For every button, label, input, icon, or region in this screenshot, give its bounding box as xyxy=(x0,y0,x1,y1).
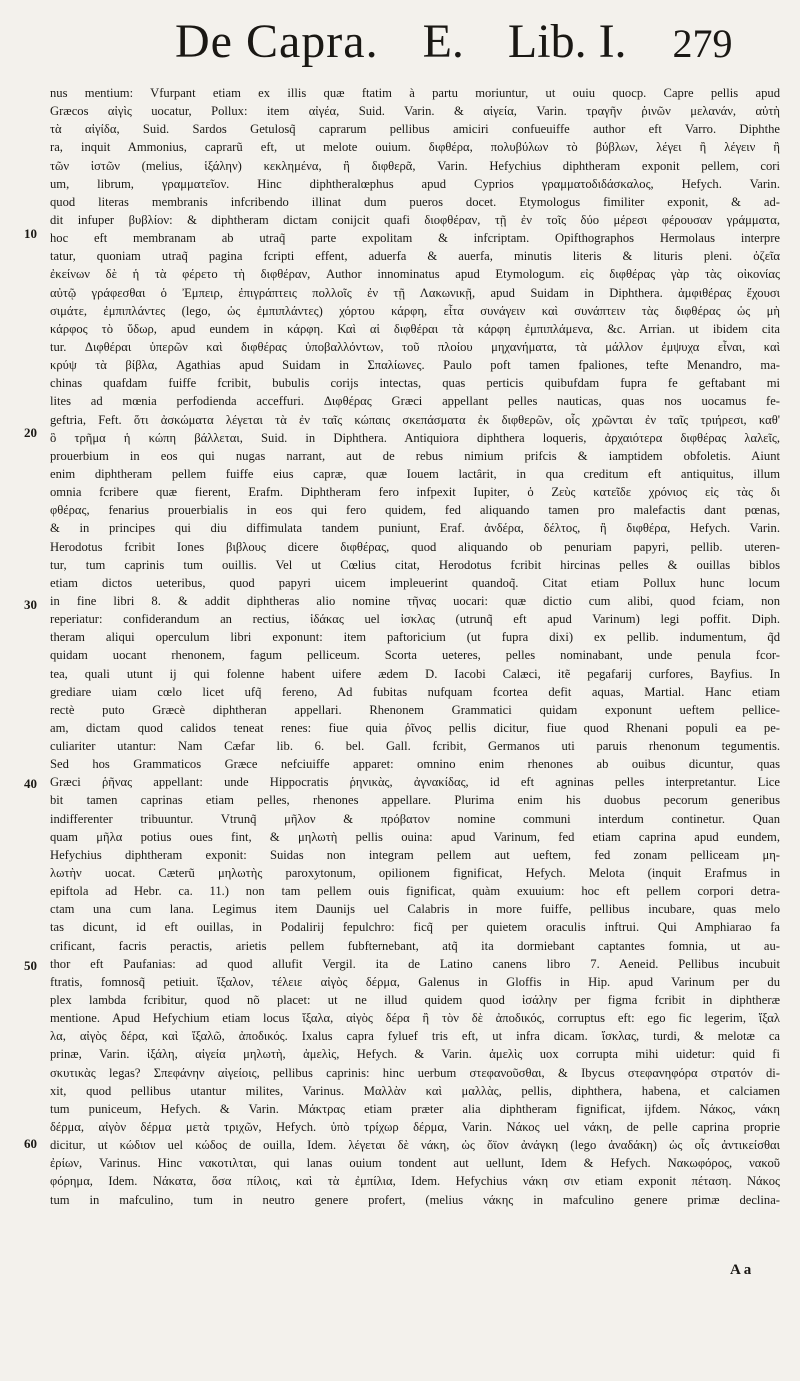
text-line: τὰ αἰγίδα, Suid. Sardos Getulosq̃ caprarum pellibus amiciri confueuiffe author eft Varro. Diphthe xyxy=(50,122,780,137)
text-line: tur, tum caprinis tum ouillis. Vel ut Cœlius citat, Herodotus fcribit hircinas pelles & ouillas biblos xyxy=(50,557,780,572)
text-line: ra, inquit Ammonius, caprarũ eft, ut melote ouium. διφθέρα, πολυβύλων τὸ βύβλων, λέγει ἢ λέγειν ἢ xyxy=(50,140,780,155)
text-line: ἐρίων, Varinus. Hinc νακοτιλται, qui lanas ouium tondent aut uellunt, Idem & Hefych. Νακωφόρος, νακοῦ xyxy=(50,1156,780,1171)
text-line: Herodotus fcribit Iones βιβλους dicere διφθέρας, quod aliquando ob penuriam papyri, pellib. uteren- xyxy=(50,539,780,554)
book-number: Lib. I. xyxy=(507,15,627,68)
text-line: tatur, quoniam utraq̃ pagina fcripti effent, aduerfa & auerfa, minutis literis & lituris pleni. ὀζεῖα xyxy=(50,249,780,264)
text-line: xit, quod pellibus utantur milites, Varinus. Μαλλὰν καὶ μαλλὰς, pellis, diphthera, habena, et calciamen xyxy=(50,1083,780,1098)
text-line: enim diphtheram pellem fuiffe eius capræ, quæ Iouem lactârit, in qua creditum eft antiquitus, illum xyxy=(50,466,780,481)
text-line: rectè puto Græcè diphtheran appellari. Rhenonem Grammatici quidam exponunt ueftem pellice- xyxy=(50,702,780,717)
text-line: grediare uiam cœlo licet ufq̃ fereno, Ad fubitas nufquam fcortea defit aquas, Martial. Hanc etiam xyxy=(50,684,780,699)
text-line: tea, quali utunt ij qui folenne habent uifere ædem D. Iacobi Calæci, itẽ pegafarij curfores, Bayfius. In xyxy=(50,666,780,681)
text-line: geftria, Feft. ὅτι ἀσκώματα λέγεται τὰ ἐν ταῖς κώπαις σκεπάσματα ἐκ διφθερῶν, οἷς χρῶνται ἐν ταῖς τριήρεσι, καθ' xyxy=(50,412,780,427)
text-line: dit infuper βυβλίον: & diphtheram dictam conijcit quafi διοφθέραν, τῇ ἐν τοῖς δύο μέρεσι φέρουσαν γράμματα, xyxy=(50,212,780,227)
text-line: tum puniceum, Hefych. & Varin. Μάκτρας etiam præter alia diphtheram fignificat, ijfdem. Νάκος, νάκη xyxy=(50,1101,780,1116)
margin-line-number: 60 xyxy=(24,1136,37,1151)
text-line: quod literas membranis infcribendo illinat dum pueros docet. Etymologus fimiliter exponit, & ad- xyxy=(50,194,780,209)
text-line: bit tamen caprinas etiam pelles, rhenones appellare. Plurima enim his duobus pecorum generibus xyxy=(50,793,780,808)
text-line: ἐκείνων δὲ ἡ τὰ φέρετο τὴ διφθέραν, Author innominatus apud Etymologum. εἰς διφθέρας γὰρ τὰς οἰκονίας xyxy=(50,267,780,282)
margin-line-number: 40 xyxy=(24,776,37,791)
text-line: & in principes qui diu diffimulata tandem puniunt, Eraf. ἀνδέρα, δέλτος, ἢ διφθέρα, Hefych. Varin. xyxy=(50,521,780,536)
text-line: theram aliqui operculum libri exponunt: item paftoricium (ut fupra dixi) ex pellib. indumentum, q̃d xyxy=(50,630,780,645)
body-text xyxy=(50,84,780,1209)
margin-line-number: 30 xyxy=(24,597,37,612)
text-line: κάρφος τὸ ὕδωρ, apud eundem in κάρφη. Καὶ αἱ διφθέραι τὰ κάρφη ἐμπιπλάμενα, &c. Arrian. ut ibidem cita xyxy=(50,321,780,336)
text-line: prouerbium in eos qui nugas narrant, aut de rebus nimium prifcis & iamptidem obfoletis. Aiunt xyxy=(50,448,780,463)
page-number: 279 xyxy=(672,21,733,66)
running-title: De Capra. xyxy=(175,15,379,68)
text-line: culiariter utantur: Nam Cæfar lib. 6. bel. Gall. fcribit, Germanos uti paruis rhenonum tegumentis. xyxy=(50,739,780,754)
text-line: ftratis, fomnosq̃ petiuit. ἴξαλον, τέλειε αἰγὸς δέρμα, Galenus in Gloffis in Hip. apud Varinum per du xyxy=(50,974,780,989)
margin-line-number: 10 xyxy=(24,226,37,241)
margin-line-number: 20 xyxy=(24,425,37,440)
text-line: omnia fcribere quæ fierent, Erafm. Diphtheram fero infpexit Iupiter, ὁ Ζεὺς κατεῖδε χρόνιος εἰς τὰς δι xyxy=(50,485,780,500)
text-line: tur. Διφθέραι ὑπερῶν καὶ διφθέρας ὑποβαλλόντων, τοῦ πλοίου μηχανήματα, τὰ μάλλον ἐμψυχα εἶναι, καὶ xyxy=(50,339,780,354)
text-line: σκυτικὰς legas? Σπεφάνην αἰγείοις, pellibus caprinis: hinc uerbum στεφανοῦσθαι, & Ibycus στεφανηφόρα στρατόν di- xyxy=(50,1065,780,1080)
running-header xyxy=(175,14,775,84)
text-line: crificant, facris peractis, arietis pellem fubfternebant, atq̃ ita dormiebant captantes fomnia, ut au- xyxy=(50,938,780,953)
text-line: quam μῆλα potius oues fint, & μηλωτὴ pellis ouina: apud Varinum, fed etiam caprina apud eundem, xyxy=(50,829,780,844)
text-line: nus mentium: Vfurpant etiam ex illis quæ ftatim à partu moriuntur, ut ouiu quocp. Capre pellis apud xyxy=(50,86,780,100)
text-line: indifferenter tribuuntur. Vtrunq̃ μῆλον & πρόβατον nomine communi interdum continetur. Quan xyxy=(50,811,780,826)
text-line: Græci ῥῆνας appellant: unde Hippocratis ῥηνικὰς, ἀγνακίδας, id eft agninas pelles interpretantur. Lice xyxy=(50,775,780,790)
text-line: chinas quafdam fuiffe fcribit, bubulis corijs intectas, quas perticis quibufdam fupra fe geftabant mi xyxy=(50,376,780,391)
text-line: prinæ, Varin. ἰξάλη, αἰγεία μηλωτὴ, ἀμελὶς, Hefych. & Varin. ἀμελὶς uox corrupta mihi uidetur: quid fi xyxy=(50,1047,780,1062)
text-line: λα, αἰγὸς δέρα, καὶ ἴξαλῶ, ἀποδικός. Ixalus capra fyluef tris eft, ut infra dicam. ἴσκλας, turdi, & melotæ ca xyxy=(50,1029,780,1044)
text-line: dicitur, ut κώδιον uel κώδος de ouilla, Idem. λέγεται δὲ νάκη, ὡς ὄϊον ἀνάγκη (lego ἀναδάκη) ὡς οἷς ἀντικείσθαι xyxy=(50,1138,780,1153)
text-line: λωτὴν uocat. Cæterũ μηλωτὴς paroxytonum, opilionem fignificat, Hefych. Melota (inquit Erafmus in xyxy=(50,866,780,881)
text-line: tas dicunt, id eft ouillas, in Podalirij fepulchro: ficq̃ per quietem oraculis inftrui. Qui Amphiarao fa xyxy=(50,920,780,935)
text-line: tum in mafculino, tum in neutro genere profert, (melius νάκης in mafculino genere primæ declina- xyxy=(50,1192,780,1207)
text-line: αὐτῷ γράφεσθαι ὁ Ἐμπειρ, ἐπιγράπτεις πολλοῖς ἐν τῇ Λακωνικῇ, apud Suidam in Diphthera. ἀμφιθέρας ἔχουσι xyxy=(50,285,780,300)
text-line: thor eft Paufanias: ad quod allufit Vergil. ita de Latino canens libro 7. Aeneid. Pellibus incubuit xyxy=(50,956,780,971)
text-line: hoc eft membranam ab utraq̃ parte expolitam & infcriptam. Opifthographos Hermolaus interpre xyxy=(50,231,780,246)
text-line: ὃ τρῆμα ἡ κώπη βάλλεται, Suid. in Diphthera. Antiquiora diphthera loqueris, ἀρχαιότερα διφθέρας λαλεῖς, xyxy=(50,430,780,445)
text-line: quidam uocant rhenonem, fagum pelliceum. Scorta ueteres, pelles nominabant, unde penula fcor- xyxy=(50,648,780,663)
text-line: Hefychius diphtheram exponit: Suidas non integram pellem aut ueftem, fed zonam pelliceam μη- xyxy=(50,847,780,862)
text-line: Græcos αἰγὶς uocatur, Pollux: item αἰγέα, Suid. Varin. & αἰγεία, Varin. τραγῆν ῥινῶν μελανάν, αὐτὴ xyxy=(50,104,780,119)
text-line: lites ad mœnia perfodienda acceffuri. Διφθέρας Græci appellant pelles nauticas, quas nos uocamus fe- xyxy=(50,394,780,409)
text-line: ctam una cum lana. Legimus item Daunijs uel Calabris in more fuiffe, pellibus incubare, quas melo xyxy=(50,902,780,917)
section-letter: E. xyxy=(422,15,464,68)
text-line: τῶν ἱστῶν (melius, ἱξάλην) κεκλημένα, ἢ διφθερᾶ, Varin. Hefychius diphtheram exponit pellem, cori xyxy=(50,158,780,173)
text-line: am, dictam quod calidos teneat renes: fiue quia ῥῖνος pellis dicitur, fiue quod Rhenani populi ea pe- xyxy=(50,720,780,735)
text-line: mentione. Apud Hefychium etiam locus ἴξαλα, αἰγὸς δέρα ἢ τὸν δὲ ἀποδικός, corruptus eft: ego fic legerim, ἴξαλ xyxy=(50,1011,780,1026)
margin-line-number: 50 xyxy=(24,958,37,973)
text-line: σιμάτε, ἐμπιπλάντες (lego, ὡς ἐμπιπλάντες) χόρτου κάρφη, εἶτα συνάγειν καὶ συνάπτειν τὰς διφθέρας ὡς μὴ xyxy=(50,303,780,318)
text-line: in fine libri 8. & addit diphtheras alio nomine τῆνας uocari: quæ dictio cum alibi, quod fciam, non xyxy=(50,593,780,608)
text-line: κρύψ τὰ βίβλα, Agathias apud Suidam in Σπαλίωνες. Paulo poft tamen fpaliones, tefte Menandro, ma- xyxy=(50,358,780,373)
text-line: reperiatur: confiderandum an rectius, ἱδάκας uel ἰσκλας (utrunq̃ eft apud Varinum) legi poffit. Diph. xyxy=(50,612,780,627)
text-line: φόρημα, Idem. Νάκατα, ὅσα πίλοις, καὶ τὰ ἐμπίλια, Idem. Hefychius νάκη σιν etiam exponit πέταση. Νάκος xyxy=(50,1174,780,1189)
text-line: φθέρας, fenarius prouerbialis in eos qui fero quidem, fed aliquando tamen pro malefactis dant pœnas, xyxy=(50,503,780,518)
text-line: plex lambda fcribitur, quod nõ placet: ut ne illud quidem quod ἰσάλην per figma fcribit in diphtheræ xyxy=(50,993,780,1008)
text-line: epiftola ad Hebr. ca. 11.) non tam pellem ouis fignificat, quàm exuuium: hoc eft pellem corpori detra- xyxy=(50,884,780,899)
text-line: um, librum, γραμματεῖον. Hinc diphtheralœphus apud Cyprios γραμματοδιδάσκαλος, Hefych. Varin. xyxy=(50,176,780,191)
signature-mark: A a xyxy=(730,1262,752,1278)
text-line: Sed hos Grammaticos Græce nefciuiffe apparet: omnino enim rhenones ab ouibus dicuntur, quas xyxy=(50,757,780,772)
text-line: δέρμα, αἰγὸν δέρμα μετὰ τριχῶν, Hefych. ὑπὸ τρίχωρ δέρμα, Varin. Νάκος uel νάκη, de pelle caprina proprie xyxy=(50,1120,780,1135)
text-line: etiam dictos ueteribus, quod papyri uicem impleuerint quandoq̃. Citat etiam Pollux hunc locum xyxy=(50,575,780,590)
